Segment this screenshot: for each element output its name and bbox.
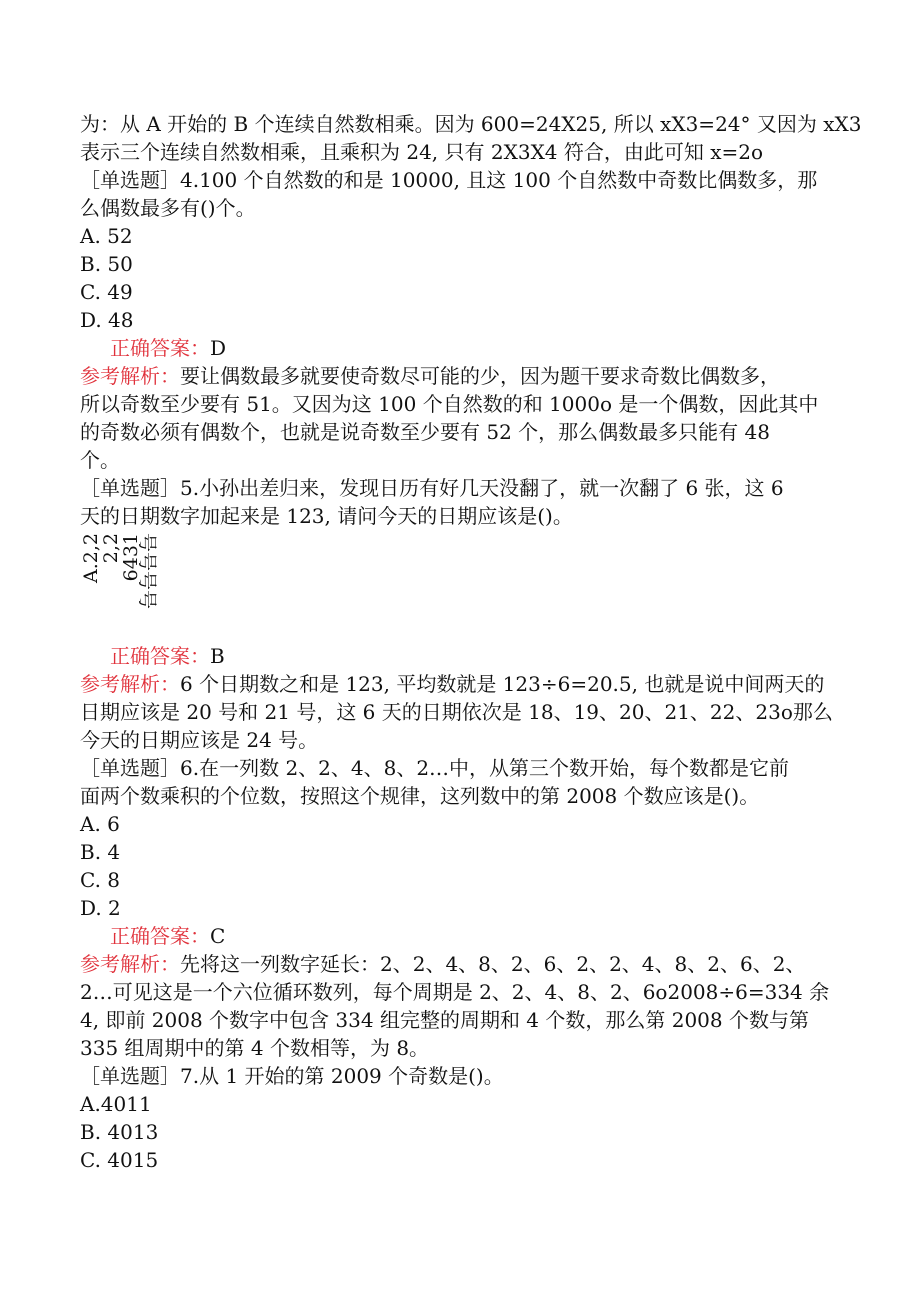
answer-value: B bbox=[210, 644, 225, 668]
rotated-option-col: 2,2 bbox=[100, 533, 122, 564]
answer-value: C bbox=[210, 924, 226, 948]
option-c: C. 4015 bbox=[80, 1148, 159, 1172]
explanation bbox=[80, 362, 780, 390]
option-a: A. 52 bbox=[80, 224, 133, 248]
question-5-stem: 天的日期数字加起来是 123, 请问今天的日期应该是()。 bbox=[80, 504, 573, 528]
correct-answer bbox=[110, 334, 226, 362]
rotated-option-col: A.2,2 bbox=[80, 533, 102, 583]
question-4-stem: ［单选题］4.100 个自然数的和是 10000, 且这 100 个自然数中奇数比偶数多，那 bbox=[80, 168, 818, 192]
text-line: 日期应该是 20 号和 21 号，这 6 天的日期依次是 18、19、20、21、22、23o那么 bbox=[80, 700, 833, 724]
text-line: 表示三个连续自然数相乘，且乘积为 24, 只有 2X3X4 符合，由此可知 x=2o bbox=[80, 140, 764, 164]
correct-answer bbox=[110, 642, 225, 670]
text-line: 335 组周期中的第 4 个数相等，为 8。 bbox=[80, 1036, 430, 1060]
answer-label: 正确答案： bbox=[110, 336, 210, 360]
option-a: A.4011 bbox=[80, 1092, 152, 1116]
explanation bbox=[80, 670, 824, 698]
rotated-option-col: 号号号号 bbox=[136, 533, 158, 610]
option-c: C. 8 bbox=[80, 868, 121, 892]
explanation bbox=[80, 950, 805, 978]
option-b: B. 4 bbox=[80, 840, 121, 864]
option-a: A. 6 bbox=[80, 812, 120, 836]
option-d: D. 2 bbox=[80, 896, 121, 920]
option-b: B. 4013 bbox=[80, 1120, 159, 1144]
text-line: 个。 bbox=[80, 448, 120, 472]
answer-label: 正确答案： bbox=[110, 924, 210, 948]
rotated-options bbox=[80, 533, 160, 628]
text-line: 今天的日期应该是 24 号。 bbox=[80, 728, 319, 752]
text-line: 的奇数必须有偶数个，也就是说奇数至少要有 52 个，那么偶数最多只能有 48 bbox=[80, 420, 770, 444]
answer-value: D bbox=[210, 336, 227, 360]
option-d: D. 48 bbox=[80, 308, 134, 332]
question-5-stem: ［单选题］5.小孙出差归来，发现日历有好几天没翻了，就一次翻了 6 张，这 6 bbox=[80, 476, 784, 500]
question-7-stem: ［单选题］7.从 1 开始的第 2009 个奇数是()。 bbox=[80, 1064, 504, 1088]
option-b: B. 50 bbox=[80, 252, 133, 276]
explanation-label: 参考解析： bbox=[80, 364, 180, 388]
explanation-text: 要让偶数最多就要使奇数尽可能的少，因为题干要求奇数比偶数多， bbox=[180, 364, 780, 388]
option-c: C. 49 bbox=[80, 280, 133, 304]
explanation-text: 6 个日期数之和是 123, 平均数就是 123÷6=20.5, 也就是说中间两天的 bbox=[180, 672, 825, 696]
answer-label: 正确答案： bbox=[110, 644, 210, 668]
explanation-label: 参考解析： bbox=[80, 952, 180, 976]
explanation-label: 参考解析： bbox=[80, 672, 180, 696]
question-6-stem: ［单选题］6.在一列数 2、2、4、8、2…中，从第三个数开始，每个数都是它前 bbox=[80, 756, 790, 780]
rotated-option-col: 6431 bbox=[120, 533, 142, 582]
text-line: 所以奇数至少要有 51。又因为这 100 个自然数的和 1000o 是一个偶数，因此其中 bbox=[80, 392, 819, 416]
question-6-stem: 面两个数乘积的个位数，按照这个规律，这列数中的第 2008 个数应该是()。 bbox=[80, 784, 760, 808]
text-line: 4, 即前 2008 个数字中包含 334 组完整的周期和 4 个数，那么第 2008 个数与第 bbox=[80, 1008, 809, 1032]
text-line: 为：从 A 开始的 B 个连续自然数相乘。因为 600=24X25, 所以 xX3=24° 又因为 xX3 bbox=[80, 112, 862, 136]
correct-answer bbox=[110, 922, 225, 950]
question-4-stem: 么偶数最多有()个。 bbox=[80, 196, 256, 220]
text-line: 2…可见这是一个六位循环数列，每个周期是 2、2、4、8、2、6o2008÷6=334 余 bbox=[80, 980, 830, 1004]
explanation-text: 先将这一列数字延长：2、2、4、8、2、6、2、2、4、8、2、6、2、 bbox=[180, 952, 806, 976]
